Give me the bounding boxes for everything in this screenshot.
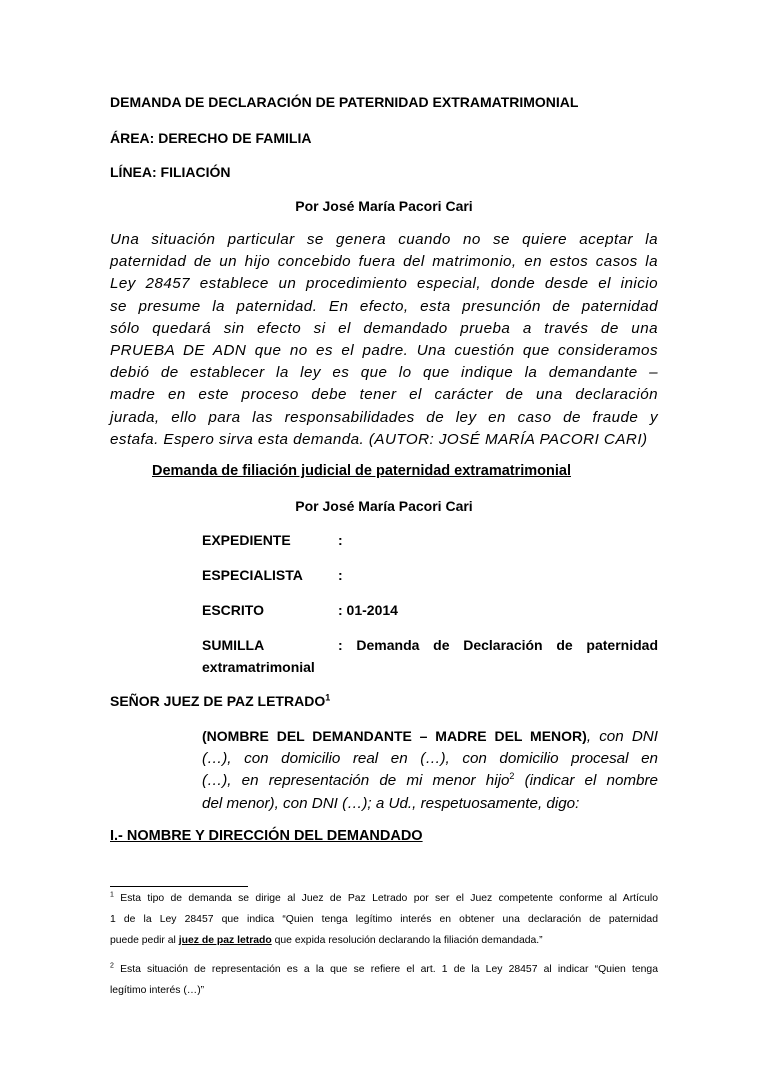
sumilla-row: [202, 637, 658, 653]
footnote-line: legítimo interés (…)”: [110, 985, 205, 996]
claimant-paragraph: [202, 725, 658, 815]
claimant-rest: , con DNI: [586, 728, 658, 745]
footnote-line: 1 de la Ley 28457 que indica “Quien tenga legítimo interés en obtener una declaración de paternidad: [110, 914, 658, 925]
intro-line: se presume la paternidad. En efecto, esta presunción de paternidad: [110, 297, 658, 315]
area-line: ÁREA: DERECHO DE FAMILIA: [110, 130, 312, 146]
claimant-line: [202, 725, 658, 748]
footnote-text: que expida resolución declarando la filiación demandada.”: [271, 935, 543, 946]
especialista-value: :: [338, 567, 343, 583]
claimant-line-part: (indicar el nombre: [514, 772, 658, 790]
footnote-text: puede pedir al: [110, 935, 179, 946]
author-line: Por José María Pacori Cari: [295, 198, 473, 214]
intro-line: PRUEBA DE ADN que no es el padre. Una cuestión que consideramos: [110, 342, 658, 360]
sumilla-label: SUMILLA: [202, 637, 265, 653]
intro-line: sólo quedará sin efecto si el demandado prueba a través de una: [110, 319, 658, 337]
footnote-text: Esta situación de representación es a la que se refiere el art. 1 de la Ley 28457 al indicar “Quien tenga: [113, 964, 658, 975]
especialista-row: [202, 567, 343, 583]
expediente-row: [202, 532, 343, 548]
claimant-line: del menor), con DNI (…); a Ud., respetuosamente, digo:: [202, 794, 580, 812]
linea-line: LÍNEA: FILIACIÓN: [110, 164, 231, 180]
addressee: [110, 693, 330, 709]
section-1-heading: I.- NOMBRE Y DIRECCIÓN DEL DEMANDADO: [110, 828, 423, 844]
intro-line: madre en este proceso debe tener el carácter de una declaración: [110, 386, 658, 404]
addressee-text: SEÑOR JUEZ DE PAZ LETRADO: [110, 693, 326, 709]
intro-paragraph: [110, 229, 658, 451]
expediente-label: EXPEDIENTE: [202, 532, 291, 548]
footnote-divider: [110, 886, 248, 887]
sumilla-value: : Demanda de Declaración de paternidad: [338, 637, 658, 653]
footnote-text: Esta tipo de demanda se dirige al Juez de Paz Letrado por ser el Juez competente conforme al Artículo: [113, 893, 658, 904]
expediente-value: :: [338, 532, 343, 548]
footnote-line: [110, 888, 658, 909]
claimant-line-part: (…), en representación de mi menor hijo: [202, 772, 510, 790]
document-title: DEMANDA DE DECLARACIÓN DE PATERNIDAD EXTRAMATRIMONIAL: [110, 94, 579, 110]
especialista-label: ESPECIALISTA: [202, 567, 303, 583]
section-title: Demanda de filiación judicial de paternidad extramatrimonial: [152, 463, 571, 479]
sumilla-continuation: extramatrimonial: [202, 659, 315, 675]
footnote-line: [110, 959, 658, 980]
intro-line: paternidad de un hijo concebido fuera del matrimonio, en estos casos la: [110, 253, 658, 271]
claimant-name: (NOMBRE DEL DEMANDANTE – MADRE DEL MENOR): [202, 728, 587, 744]
intro-line: Una situación particular se genera cuando no se quiere aceptar la: [110, 231, 658, 248]
juez-de-paz-letrado-link[interactable]: juez de paz letrado: [178, 935, 272, 946]
escrito-row: [202, 602, 398, 618]
escrito-label: ESCRITO: [202, 602, 264, 618]
intro-line: Ley 28457 establece un procedimiento especial, donde desde el inicio: [110, 275, 658, 293]
footnote-ref-2: 2: [509, 771, 515, 782]
claimant-line: (…), con domicilio real en (…), con domicilio procesal en: [202, 750, 658, 768]
intro-line: jurada, ello para las responsabilidades de ley en caso de fraude y: [110, 408, 658, 426]
claimant-line: [202, 770, 658, 792]
escrito-value: : 01-2014: [338, 602, 398, 618]
footnote-1: [110, 888, 658, 951]
intro-line: debió de establecer la ley es que lo que indique la demandante –: [110, 364, 658, 382]
footnote-line: [110, 930, 658, 951]
intro-line: estafa. Espero sirva esta demanda. (AUTOR: JOSÉ MARÍA PACORI CARI): [110, 430, 648, 448]
section-author: Por José María Pacori Cari: [295, 498, 473, 514]
footnote-mark: 2: [110, 962, 114, 970]
footnote-ref-1: 1: [325, 692, 331, 703]
footnote-2: [110, 959, 658, 1001]
footnote-mark: 1: [110, 891, 114, 899]
